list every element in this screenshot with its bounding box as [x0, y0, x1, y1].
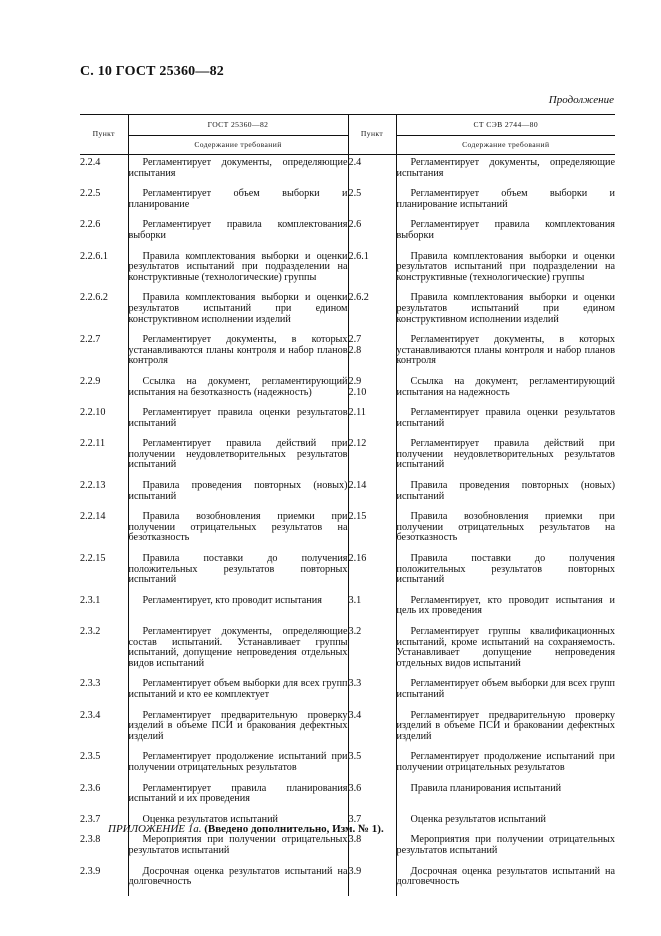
right-point-number: 3.2	[348, 626, 362, 637]
right-point-number: 3.4	[348, 709, 362, 721]
left-point-number: 2.3.8	[80, 834, 101, 846]
left-requirement-text: Регламентирует документы, определяющие испытания	[128, 155, 348, 188]
left-standard-header: ГОСТ 25360—82	[128, 115, 348, 136]
left-point-header: Пункт	[80, 115, 128, 155]
left-requirement-text: Регламентирует правила действий при получении неудовлетворительных результатов испытаний	[128, 437, 348, 479]
left-point-number: 2.2.5	[80, 188, 101, 200]
left-point-number: 2.2.6	[80, 219, 101, 231]
left-point-number: 2.2.7	[80, 334, 101, 346]
right-point-number: 3.8	[348, 834, 362, 846]
left-requirement-text: Регламентирует объем выборки для всех групп испытаний и кто ее комплектует	[128, 677, 348, 708]
left-requirement-text: Регламентирует правила комплектования выборки	[128, 218, 348, 249]
left-point-number: 2.3.4	[80, 709, 101, 721]
right-requirement-text: Регламентирует предварительную проверку изделий в объеме ПСИ и браковании дефектных изделий	[396, 709, 615, 751]
right-requirement-text: Правила проведения повторных (новых) испытаний	[396, 479, 615, 510]
right-requirement-text: Правила возобновления приемки при получении отрицательных результатов на безотказность	[396, 510, 615, 552]
left-point-number: 2.3.2	[80, 626, 101, 637]
right-point-number: 3.6	[348, 782, 362, 794]
left-requirement-text: Правила возобновления приемки при получении отрицательных результатов на безотказность	[128, 510, 348, 552]
right-requirement-text: Оценка результатов испытаний	[396, 813, 615, 834]
right-point-number: 3.5	[348, 751, 362, 763]
table-row	[80, 782, 615, 813]
left-requirement-text: Регламентирует документы, определяющие состав испытаний. Устанавливает группы испытаний, допущение непроведения отдельных видов испытаний	[128, 625, 348, 677]
right-point-number: 2.6	[348, 219, 362, 231]
right-point-number: 2.5	[348, 188, 362, 200]
left-requirement-text: Правила проведения повторных (новых) испытаний	[128, 479, 348, 510]
right-point-number: 2.4	[348, 157, 362, 168]
table-row	[80, 291, 615, 333]
table-row	[80, 333, 615, 375]
left-requirement-text: Регламентирует объем выборки и планирование	[128, 187, 348, 218]
right-point-header: Пункт	[348, 115, 396, 155]
left-point-number: 2.3.7	[80, 813, 101, 825]
right-point-number: 2.9 2.10	[348, 375, 367, 398]
left-point-number: 2.2.13	[80, 480, 106, 492]
left-content-header: Содержание требований	[128, 136, 348, 155]
left-point-number: 2.2.9	[80, 375, 101, 387]
table-row	[80, 187, 615, 218]
left-point-number: 2.2.14	[80, 511, 106, 523]
right-point-number: 3.1	[348, 594, 362, 606]
right-point-number: 3.7	[348, 813, 362, 825]
left-point-number: 2.3.6	[80, 782, 101, 794]
right-requirement-text: Регламентирует правила действий при получении неудовлетворительных результатов испытаний	[396, 437, 615, 479]
left-requirement-text: Регламентирует правила оценки результатов испытаний	[128, 406, 348, 437]
table-row	[80, 155, 615, 188]
right-point-number: 2.12	[348, 438, 367, 450]
right-requirement-text: Регламентирует правила оценки результатов испытаний	[396, 406, 615, 437]
appendix-note	[108, 823, 384, 835]
right-requirement-text: Ссылка на документ, регламентирующий испытания на надежность	[396, 375, 615, 406]
table-row	[80, 677, 615, 708]
left-requirement-text: Правила комплектования выборки и оценки результатов испытаний при подразделении на конструктивные (технологические) группы	[128, 250, 348, 292]
right-requirement-text: Правила комплектования выборки и оценки результатов испытаний при подразделении на конструктивные (технологические) группы	[396, 250, 615, 292]
table-row	[80, 250, 615, 292]
left-requirement-text: Правила комплектования выборки и оценки результатов испытаний при едином конструктивном исполнении изделий	[128, 291, 348, 333]
table-row	[80, 479, 615, 510]
right-requirement-text: Правила поставки до получения положительных результатов повторных испытаний	[396, 552, 615, 594]
table-row	[80, 510, 615, 552]
table-row	[80, 625, 615, 677]
table-row	[80, 552, 615, 594]
left-point-number: 2.2.10	[80, 407, 106, 419]
right-requirement-text: Регламентирует объем выборки и планирование испытаний	[396, 187, 615, 218]
left-point-number: 2.2.6.1	[80, 250, 109, 262]
table-row	[80, 709, 615, 751]
left-point-number: 2.2.6.2	[80, 292, 109, 304]
right-requirement-text: Регламентирует продолжение испытаний при получении отрицательных результатов	[396, 750, 615, 781]
right-standard-header: СТ СЭВ 2744—80	[396, 115, 615, 136]
table-row	[80, 833, 615, 864]
table-row	[80, 437, 615, 479]
continuation-label: Продолжение	[548, 94, 614, 106]
left-point-number: 2.3.5	[80, 751, 101, 763]
right-point-number: 2.14	[348, 480, 367, 492]
right-requirement-text: Регламентирует документы, в которых устанавливаются планы контроля и набор планов контроля	[396, 333, 615, 375]
requirements-table	[80, 114, 615, 896]
right-point-number: 2.15	[348, 511, 367, 523]
appendix-label: ПРИЛОЖЕНИЕ 1а.	[108, 823, 202, 835]
right-requirement-text: Правила комплектования выборки и оценки результатов испытаний при едином конструктивном исполнении изделий	[396, 291, 615, 333]
left-requirement-text: Регламентирует продолжение испытаний при получении отрицательных результатов	[128, 750, 348, 781]
table-row	[80, 594, 615, 625]
left-requirement-text: Ссылка на документ, регламентирующий испытания на безотказность (надежность)	[128, 375, 348, 406]
right-point-number: 2.16	[348, 553, 367, 565]
right-requirement-text: Регламентирует, кто проводит испытания и цель их проведения	[396, 594, 615, 625]
left-point-number: 2.3.9	[80, 865, 101, 877]
left-point-number: 2.3.1	[80, 594, 101, 606]
table-row	[80, 218, 615, 249]
right-point-number: 2.7 2.8	[348, 334, 362, 356]
left-requirement-text: Регламентирует правила планирования испытаний и их проведения	[128, 782, 348, 813]
table-row	[80, 375, 615, 406]
right-requirement-text: Досрочная оценка результатов испытаний на долговечность	[396, 865, 615, 896]
left-requirement-text: Оценка результатов испытаний	[128, 813, 348, 834]
right-point-number: 2.11	[348, 407, 366, 419]
right-point-number: 3.3	[348, 678, 362, 690]
right-requirement-text: Мероприятия при получении отрицательных результатов испытаний	[396, 833, 615, 864]
table-row	[80, 750, 615, 781]
left-requirement-text: Регламентирует предварительную проверку изделий в объеме ПСИ и бракования дефектных изделий	[128, 709, 348, 751]
left-requirement-text: Мероприятия при получении отрицательных результатов испытаний	[128, 833, 348, 864]
right-content-header: Содержание требований	[396, 136, 615, 155]
right-requirement-text: Правила планирования испытаний	[396, 782, 615, 813]
left-point-number: 2.2.11	[80, 438, 106, 450]
left-requirement-text: Досрочная оценка результатов испытаний на долговечность	[128, 865, 348, 896]
table-row	[80, 865, 615, 896]
left-point-number: 2.2.15	[80, 553, 106, 565]
left-requirement-text: Правила поставки до получения положительных результатов повторных испытаний	[128, 552, 348, 594]
appendix-change-note: (Введено дополнительно, Изм. № 1).	[204, 823, 384, 835]
left-point-number: 2.2.4	[80, 157, 101, 168]
right-requirement-text: Регламентирует документы, определяющие испытания	[396, 155, 615, 188]
right-requirement-text: Регламентирует объем выборки для всех групп испытаний	[396, 677, 615, 708]
left-requirement-text: Регламентирует документы, в которых устанавливаются планы контроля и набор планов контроля	[128, 333, 348, 375]
left-point-number: 2.3.3	[80, 678, 101, 690]
right-requirement-text: Регламентирует группы квалификационных испытаний, кроме испытаний на сохраняемость. Устанавливает допущение непроведения отдельных видов испытаний	[396, 625, 615, 677]
table-row	[80, 406, 615, 437]
right-point-number: 2.6.2	[348, 292, 369, 304]
page-header: С. 10 ГОСТ 25360—82	[80, 64, 224, 79]
left-requirement-text: Регламентирует, кто проводит испытания	[128, 594, 348, 625]
right-requirement-text: Регламентирует правила комплектования выборки	[396, 218, 615, 249]
right-point-number: 2.6.1	[348, 250, 369, 262]
right-point-number: 3.9	[348, 865, 362, 877]
